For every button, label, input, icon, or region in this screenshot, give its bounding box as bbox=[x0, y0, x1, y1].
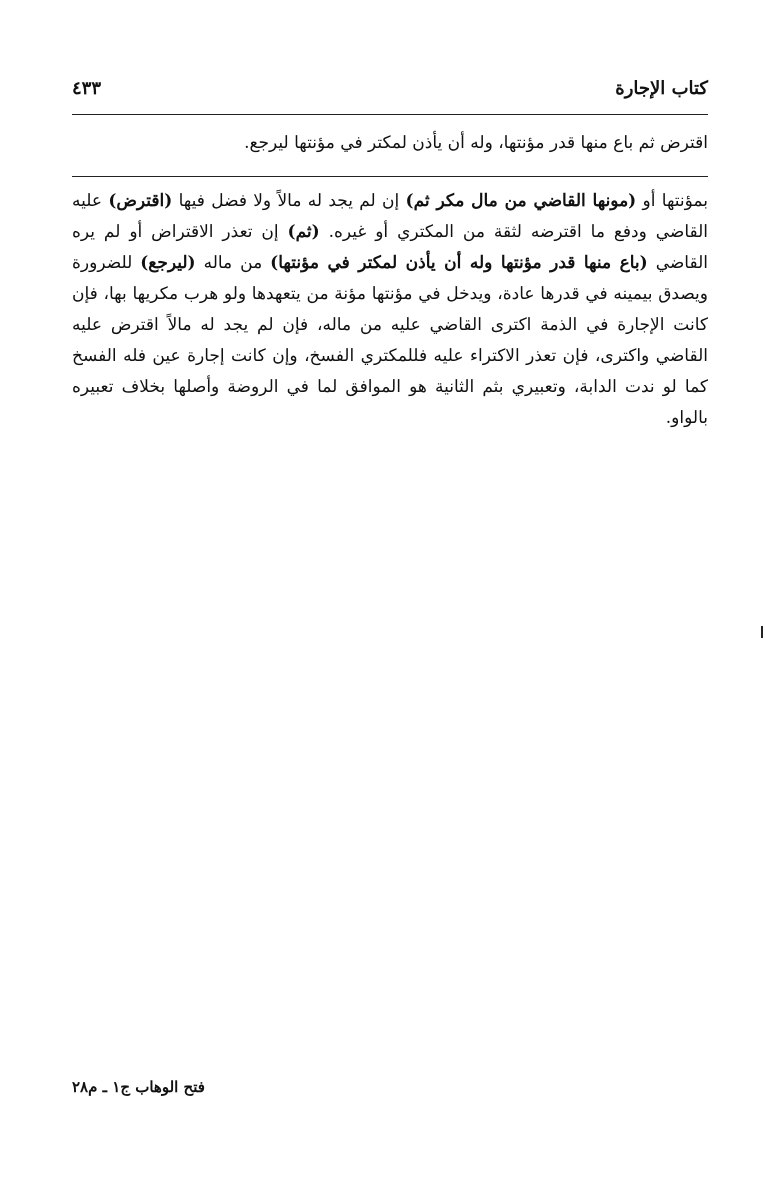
matn-separator-rule bbox=[72, 176, 708, 177]
commentary-segment: من ماله bbox=[195, 253, 271, 273]
commentary-segment: بمؤنتها أو bbox=[636, 191, 708, 211]
page-header bbox=[72, 78, 708, 108]
matn-text: اقترض ثم باع منها قدر مؤنتها، وله أن يأذن لمكتر في مؤنتها ليرجع. bbox=[244, 133, 708, 153]
running-title: كتاب الإجارة bbox=[615, 78, 708, 99]
margin-mark bbox=[761, 626, 763, 638]
commentary-matn-quote: (ليرجع) bbox=[140, 253, 196, 273]
commentary-segment: إن لم يجد له مالاً ولا فضل فيها bbox=[172, 191, 406, 211]
commentary-segment: للضرورة ويصدق بيمينه في قدرها عادة، ويدخل في مؤنتها مؤنة من يتعهدها ولو هرب مكريها بها، فإن كانت الإجارة في الذمة اكترى القاضي عليه من ماله، فإن لم يجد له مالاً اقترض عليه القاضي واكترى، فإن تعذر الاكتراء عليه فللمكتري الفسخ، وإن كانت إجارة عين فله الفسخ كما لو ندت الدابة، وتعبيري بثم الثانية هو الموافق لما في الروضة وأصلها بخلاف تعبيره بالواو. bbox=[72, 253, 709, 428]
commentary-segment: إن تعذر الاقتراض أو لم يره القاضي bbox=[72, 222, 708, 273]
page-number: ٤٣٣ bbox=[72, 78, 102, 99]
commentary-matn-quote: (باع منها قدر مؤنتها وله أن يأذن لمكتر في مؤنتها) bbox=[270, 253, 648, 273]
commentary-matn-quote: (ثم) bbox=[287, 222, 320, 242]
commentary-matn-quote: (مونها القاضي من مال مكر ثم) bbox=[405, 191, 637, 211]
signature-footer: فتح الوهاب ج١ ـ م٢٨ bbox=[72, 1078, 205, 1096]
commentary-matn-quote: (اقترض) bbox=[108, 191, 173, 211]
header-rule bbox=[72, 114, 708, 115]
commentary-segment: عليه القاضي ودفع ما اقترضه لثقة من المكتري أو غيره. bbox=[72, 191, 708, 242]
commentary-paragraph bbox=[72, 186, 708, 434]
